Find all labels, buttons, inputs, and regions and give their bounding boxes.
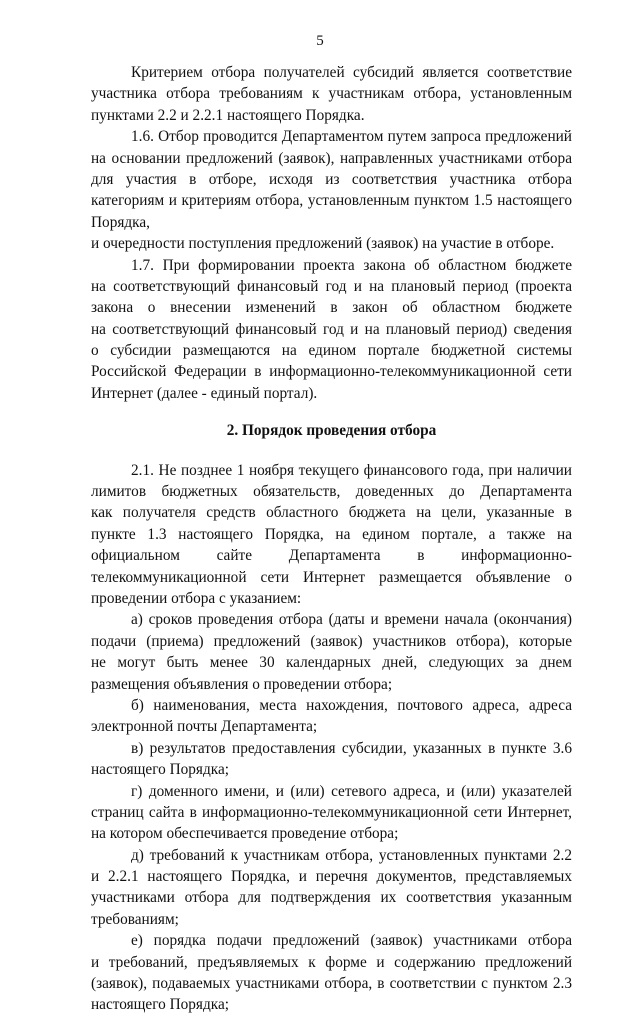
text-line: официальном сайте Департамента в информационно- <box>91 547 572 565</box>
text-line: настоящего Порядка; <box>91 761 229 779</box>
text-line: электронной почты Департамента; <box>91 718 318 736</box>
text-line: для участия в отборе, исходя из соответствия участника отбора <box>91 170 572 188</box>
section-1-continuation <box>91 62 572 404</box>
text-line: в) результатов предоставления субсидии, указанных в пункте 3.6 <box>131 739 572 757</box>
text-line: г) доменного имени, и (или) сетевого адреса, и (или) указателей <box>131 782 572 800</box>
text-line: и 2.2.1 настоящего Порядка, и перечня документов, представляемых <box>91 868 572 886</box>
section-heading: 2. Порядок проведения отбора <box>226 422 437 440</box>
text-line: размещения объявления о проведении отбора; <box>91 675 393 693</box>
text-line: о субсидии размещаются на едином портале бюджетной системы <box>91 342 572 360</box>
text-line: 1.6. Отбор проводится Департаментом путем запроса предложений <box>131 128 572 146</box>
spacer <box>91 442 572 460</box>
text-line: телекоммуникационной сети Интернет размещается объявление о <box>91 568 572 586</box>
text-line: и требований, предъявляемых к форме и содержанию предложений <box>91 953 572 971</box>
text-line: страниц сайта в информационно-телекоммуникационной сети Интернет, <box>91 803 572 821</box>
text-line: 1.7. При формировании проекта закона об областном бюджете <box>131 256 572 274</box>
text-line: как получателя средств областного бюджета на цели, указанные в <box>91 504 572 522</box>
text-line: е) порядка подачи предложений (заявок) участниками отбора <box>131 932 572 950</box>
text-line: участниками отбора для подтверждения их соответствия указанным <box>91 889 572 907</box>
spacer <box>91 404 572 420</box>
text-line: участника отбора требованиям к участникам отбора, установленным <box>91 85 572 103</box>
text-line: настоящего Порядка; <box>91 996 229 1014</box>
text-line: подачи (приема) предложений (заявок) участников отбора), которые <box>91 632 572 650</box>
text-line: Критерием отбора получателей субсидий является соответствие <box>131 64 572 81</box>
text-line: (заявок), подаваемых участниками отбора, в соответствии с пунктом 2.3 <box>91 975 572 993</box>
text-line: б) наименования, места нахождения, почтового адреса, адреса <box>131 696 572 714</box>
text-line: на основании предложений (заявок), направленных участниками отбора <box>91 149 572 167</box>
text-line: проведении отбора с указанием: <box>91 589 302 607</box>
text-line: на котором обеспечивается проведение отбора; <box>91 825 399 843</box>
text-line: пункте 1.3 настоящего Порядка, на едином портале, а также на <box>91 525 572 543</box>
text-line: на соответствующий финансовый год и на плановый период (проекта <box>91 277 572 295</box>
text-line: требованиям; <box>91 910 179 928</box>
text-line: категориям и критериям отбора, установленным пунктом 1.5 настоящего <box>91 192 572 210</box>
text-line: лимитов бюджетных обязательств, доведенных до Департамента <box>91 483 572 501</box>
text-line: 2.1. Не позднее 1 ноября текущего финансового года, при наличии <box>131 461 572 479</box>
text-line: и очередности поступления предложений (заявок) на участие в отборе. <box>91 235 555 253</box>
text-line: Российской Федерации в информационно-телекоммуникационной сети <box>91 363 572 381</box>
text-line: не могут быть менее 30 календарных дней, следующих за днем <box>91 654 572 672</box>
text-line: пунктами 2.2 и 2.2.1 настоящего Порядка. <box>91 106 365 124</box>
text-line: д) требований к участникам отбора, установленных пунктами 2.2 <box>131 846 572 864</box>
page-number: 5 <box>316 33 324 49</box>
text-line: Интернет (далее - единый портал). <box>91 384 318 402</box>
text-line: а) сроков проведения отбора (даты и времени начала (окончания) <box>131 611 572 629</box>
section-2-body <box>91 460 572 1016</box>
text-line: на соответствующий финансовый год и на плановый период) сведения <box>91 320 572 338</box>
text-line: закона о внесении изменений в закон об областном бюджете <box>91 299 572 317</box>
document-body <box>91 62 572 1016</box>
text-line: Порядка, <box>91 213 150 231</box>
